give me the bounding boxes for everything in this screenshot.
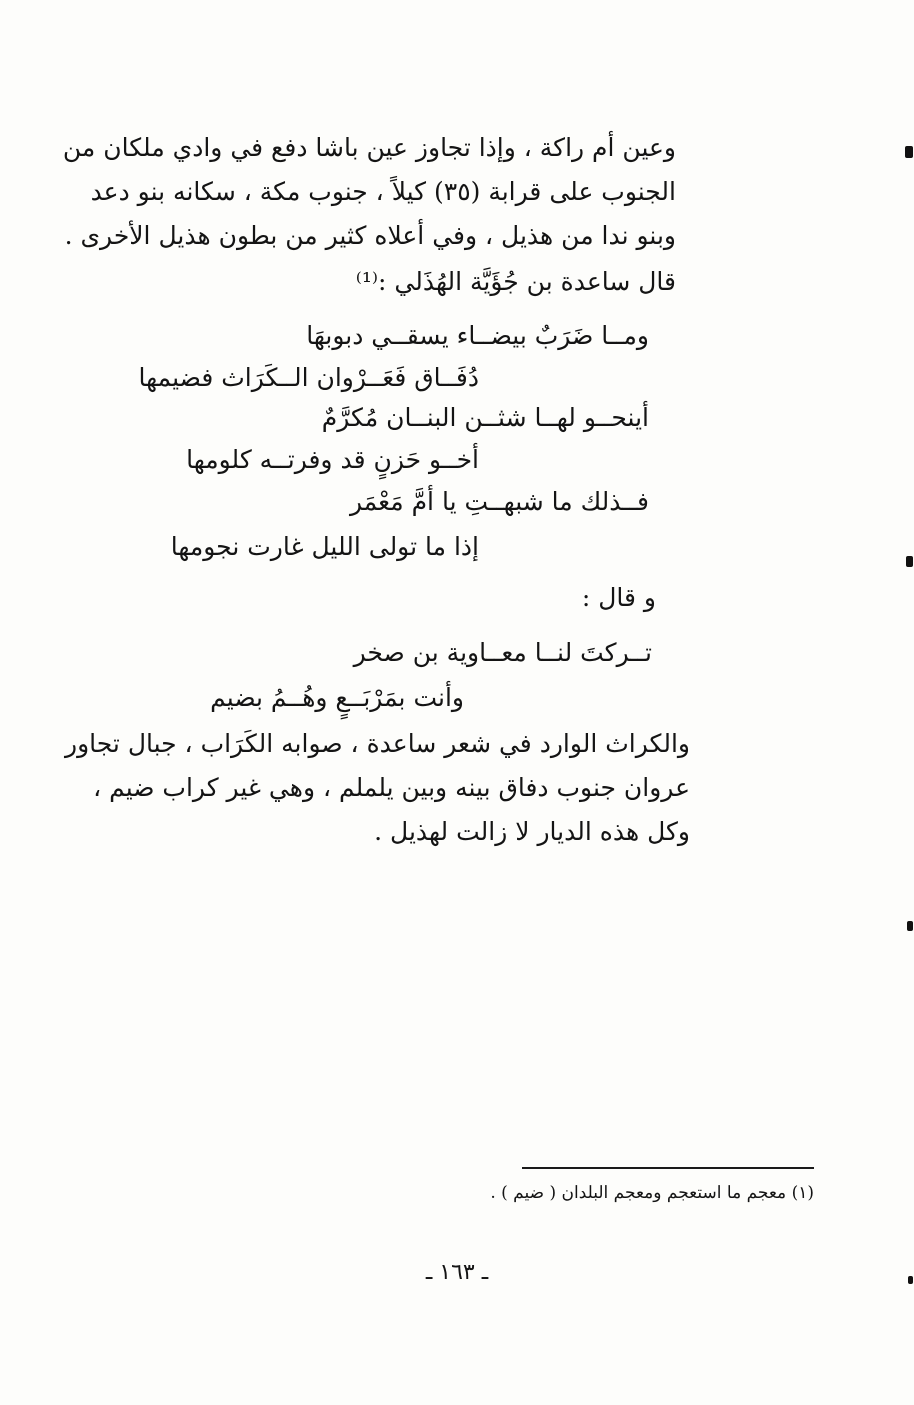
binding-mark-1: [905, 146, 913, 158]
binding-mark-4: [908, 1276, 913, 1284]
footnote: (١) معجم ما استعجم ومعجم البلدان ( ضيم ) .: [490, 1183, 814, 1203]
quote-intro: قال ساعدة بن جُؤَيَّة الهُذَلي :⁽¹⁾: [355, 267, 676, 296]
binding-mark-2: [906, 556, 913, 567]
quote-intro-2: و قال :: [581, 583, 656, 612]
poem2-verse-1b: وأنت بمَرْبَــعٍ وهُــمُ بضيم: [210, 683, 464, 712]
paragraph1-line-3: وبنو ندا من هذيل ، وفي أعلاه كثير من بطون هذيل الأخرى .: [64, 221, 676, 250]
poem1-verse-1a: ومــا ضَرَبٌ بيضــاء يسقــي دبوبهَا: [306, 321, 649, 350]
footnote-separator: [522, 1167, 814, 1169]
paragraph2-line-1: والكراث الوارد في شعر ساعدة ، صوابه الكَرَاب ، جبال تجاور: [65, 729, 690, 758]
poem1-verse-3b: إذا ما تولى الليل غارت نجومها: [170, 532, 479, 561]
poem1-verse-2a: أينحــو لهــا شثــن البنــان مُكرَّمٌ: [321, 403, 649, 432]
poem2-verse-1a: تــركتَ لنــا معــاوية بن صخر: [353, 638, 652, 667]
poem1-verse-2b: أخــو حَزنٍ قد وفرتــه كلومها: [186, 445, 479, 474]
paragraph2-line-3: وكل هذه الديار لا زالت لهذيل .: [374, 817, 690, 846]
poem1-verse-1b: دُفَــاق فَعَــرْوان الــكَرَاث فضيمها: [138, 363, 479, 392]
poem1-verse-3a: فــذلك ما شبهــتِ يا أمَّ مَعْمَر: [349, 487, 649, 516]
page-number: ـ ١٦٣ ـ: [425, 1260, 489, 1285]
binding-mark-3: [907, 921, 913, 931]
paragraph1-line-1: وعين أم راكة ، وإذا تجاوز عين باشا دفع في وادي ملكان من: [62, 133, 676, 162]
paragraph2-line-2: عروان جنوب دفاق بينه وبين يلملم ، وهي غير كراب ضيم ،: [93, 773, 690, 802]
paragraph1-line-2: الجنوب على قرابة (٣٥) كيلاً ، جنوب مكة ، سكانه بنو دعد: [90, 177, 676, 206]
